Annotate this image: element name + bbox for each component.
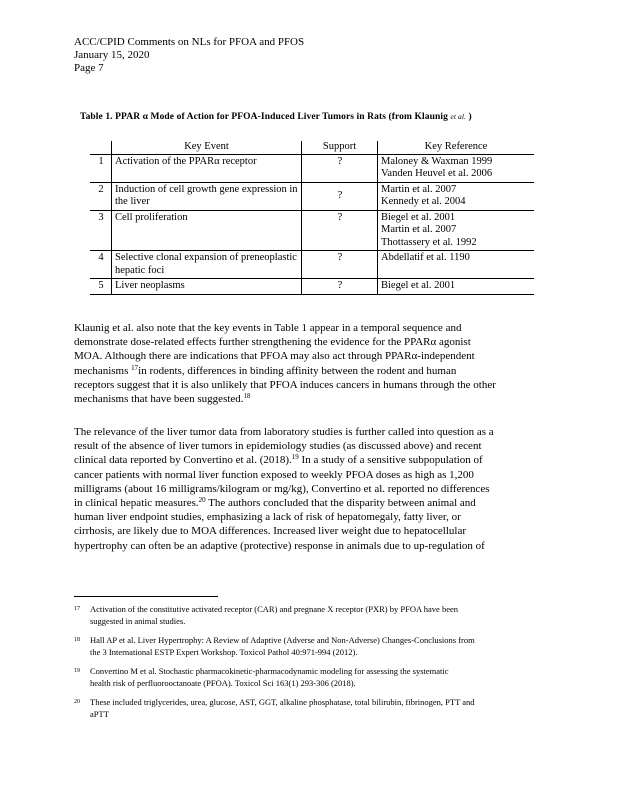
row-number: 5: [90, 279, 112, 295]
footnote-number: 19: [74, 668, 80, 674]
footnote-text: the 3 International ESTP Expert Workshop. Toxicol Pathol 40:971-994 (2012).: [90, 647, 358, 657]
paragraph-klaunig: [74, 321, 544, 406]
table-caption-text: Table 1. PPAR α Mode of Action for PFOA-Induced Liver Tumors in Rats (from Klaunig: [80, 112, 448, 122]
reference-entry: Maloney & Waxman 1999: [381, 155, 493, 167]
footnote-text: suggested in animal studies.: [90, 616, 186, 626]
paragraph-text: In a study of a sensitive subpopulation of: [301, 454, 483, 467]
paragraph-text: The authors concluded that the disparity between animal and: [208, 497, 476, 510]
key-event-cell: Cell proliferation: [112, 210, 302, 251]
paragraph-line: milligrams (about 16 milligrams/kilogram or mg/kg), Convertino et al. reported no differences: [74, 482, 490, 495]
key-event-cell: Activation of the PPARα receptor: [112, 154, 302, 182]
support-cell: ?: [302, 210, 378, 251]
paragraph-text: mechanisms that have been suggested.: [74, 393, 244, 406]
support-cell: ?: [302, 154, 378, 182]
footnote-text: Activation of the constitutive activated receptor (CAR) and pregnane X receptor (PXR) by PFOA have been: [90, 604, 458, 614]
key-events-table: [90, 141, 534, 295]
table-row: [90, 279, 534, 295]
paragraph-line: cancer patients with normal liver function exposed to weekly PFOA doses as high as 1,200: [74, 468, 474, 481]
footnote-text: Hall AP et al. Liver Hypertrophy: A Review of Adaptive (Adverse and Non-Adverse) Changes-Conclusions from: [90, 635, 475, 645]
row-number: 4: [90, 251, 112, 279]
header-page-number: Page 7: [74, 62, 104, 74]
table-row: [90, 251, 534, 279]
row-number: 3: [90, 210, 112, 251]
paragraph-line: Klaunig et al. also note that the key events in Table 1 appear in a temporal sequence and: [74, 322, 462, 334]
paragraph-line: result of the absence of liver tumors in epidemiology studies (as discussed above) and recent: [74, 440, 482, 453]
row-number: 2: [90, 182, 112, 210]
footnote-ref-17[interactable]: 17: [131, 363, 139, 372]
footnote-number: 20: [74, 699, 80, 705]
footnote-text: These included triglycerides, urea, glucose, AST, GGT, alkaline phosphatase, total bilirubin, fibrinogen, PTT and: [90, 697, 475, 707]
paragraph-line: MOA. Although there are indications that PFOA may also act through PPARα-independent: [74, 350, 475, 363]
table-row: [90, 154, 534, 182]
column-header-number: [90, 141, 112, 154]
paragraph-text: in clinical hepatic measures.: [74, 497, 199, 510]
reference-entry: Biegel et al. 2001: [381, 211, 456, 223]
key-reference-cell: [378, 182, 535, 210]
paragraph-text: clinical data reported by Convertino et al. (2018).: [74, 454, 292, 467]
footnote-number: 18: [74, 637, 80, 643]
reference-entry: Abdellatif et al. 1190: [381, 252, 470, 263]
paragraph-line: hypertrophy can often be an adaptive (protective) response in animals due to up-regulation of: [74, 539, 485, 552]
header-title: ACC/CPID Comments on NLs for PFOA and PFOS: [74, 36, 305, 48]
column-header-key-event: Key Event: [112, 141, 302, 154]
paragraph-text: in rodents, differences in binding affinity between the rodent and human: [138, 364, 457, 377]
footnote-divider: [74, 596, 218, 597]
reference-entry: Kennedy et al. 2004: [381, 196, 466, 207]
footnote-text: aPTT: [90, 709, 109, 719]
paragraph-line: [74, 392, 544, 406]
page-header: [74, 36, 304, 75]
paragraph-line: cirrhosis, are likely due to MOA differences. Increased liver weight due to hepatocellular: [74, 525, 466, 538]
key-reference-cell: [378, 279, 535, 295]
support-cell: ?: [302, 251, 378, 279]
footnote-number: 17: [74, 606, 80, 612]
key-reference-cell: [378, 210, 535, 251]
footnote-ref-18[interactable]: 18: [243, 392, 251, 401]
key-event-cell: Induction of cell growth gene expression in the liver: [112, 182, 302, 210]
paragraph-text: mechanisms: [74, 364, 132, 377]
reference-entry: Biegel et al. 2001: [381, 280, 456, 291]
paragraph-line: human liver endpoint studies, emphasizing a lack of risk of hepatomegaly, fatty liver, or: [74, 511, 461, 524]
paragraph-line: receptors suggest that it is also unlikely that PFOA induces cancers in humans through the other: [74, 378, 496, 391]
paragraph-line: [74, 364, 544, 378]
row-number: 1: [90, 154, 112, 182]
footnote-ref-20[interactable]: 20: [198, 496, 206, 505]
paragraph-relevance: [74, 425, 544, 553]
reference-entry: Martin et al. 2007: [381, 224, 457, 235]
paragraph-line: [74, 453, 544, 467]
paragraph-line: [74, 496, 544, 510]
key-reference-cell: [378, 154, 535, 182]
reference-entry: Martin et al. 2007: [381, 183, 457, 195]
table-caption-end: ): [468, 112, 472, 122]
reference-entry: Vanden Heuvel et al. 2006: [381, 168, 493, 179]
key-event-cell: Liver neoplasms: [112, 279, 302, 295]
header-date: January 15, 2020: [74, 49, 150, 61]
column-header-key-reference: Key Reference: [378, 141, 535, 154]
paragraph-line: The relevance of the liver tumor data from laboratory studies is further called into question as a: [74, 426, 494, 438]
support-cell: ?: [302, 279, 378, 295]
table-caption: [80, 112, 472, 122]
column-header-support: Support: [302, 141, 378, 154]
reference-entry: Thottassery et al. 1992: [381, 236, 477, 248]
paragraph-line: demonstrate dose-related effects further strengthening the evidence for the PPARα agonist: [74, 336, 471, 349]
table-row: [90, 182, 534, 210]
footnote-text: Convertino M et al. Stochastic pharmacokinetic-pharmacodynamic modeling for assessing the systematic: [90, 666, 449, 676]
table-caption-etal: et al.: [450, 112, 467, 121]
support-cell: ?: [302, 182, 378, 210]
footnote-text: health risk of perfluorooctanoate (PFOA). Toxicol Sci 163(1) 293-306 (2018).: [90, 678, 356, 688]
footnote-ref-19[interactable]: 19: [291, 453, 299, 462]
key-event-cell: Selective clonal expansion of preneoplastic hepatic foci: [112, 251, 302, 279]
key-reference-cell: [378, 251, 535, 279]
table-row: [90, 210, 534, 251]
